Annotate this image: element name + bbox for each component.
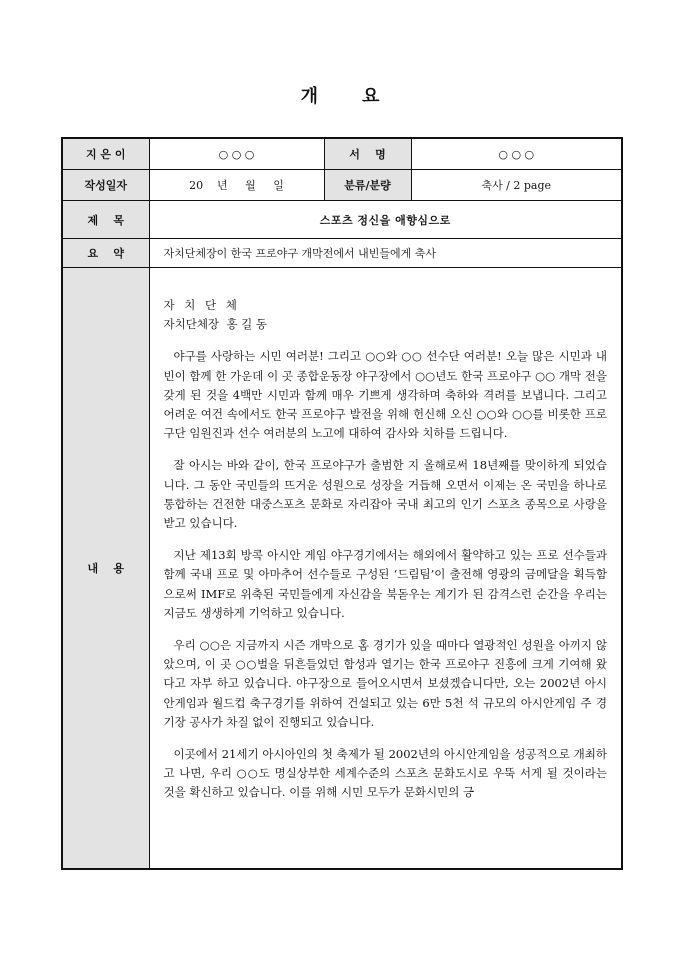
date-row: [62, 170, 622, 201]
summary-label: 요 약: [62, 239, 149, 268]
category-value: 축사 / 2 page: [411, 170, 622, 201]
paragraph-1: 야구를 사랑하는 시민 여러분! 그리고 ○○와 ○○ 선수단 여러분! 오늘 많은 시민과 내빈이 함께 한 가운데 이 곳 종합운동장 야구장에서 ○○년도 한국 프로야구 ○○ 개막 전을 갖게 된 것을 4백만 시민과 함께 매우 기쁘게 생각하며 축하와 격려를 보냅니다. 그리고 어려운 여건 속에서도 한국 프로야구 발전을 위해 헌신해 오신 ○○와 ○○를 비롯한 프로구단 임원진과 선수 여러분의 노고에 대하여 감사와 치하를 드립니다.: [163, 349, 607, 441]
content-label: 내 용: [62, 268, 149, 870]
content-row: [62, 268, 622, 870]
paragraph-5: 이곳에서 21세기 아시아인의 첫 축제가 될 2002년의 아시안게임을 성공적으로 개최하고 나면, 우리 ○○도 명실상부한 세계수준의 스포츠 문화도시로 우뚝 서게 될 것이라는 것을 확신하고 있습니다. 이를 위해 시민 모두가 문화시민의 긍: [163, 747, 607, 800]
title-char-1: 개: [300, 86, 318, 107]
content-body: [149, 268, 622, 870]
date-value: 20 년 월 일: [149, 170, 324, 201]
page-title: [0, 82, 680, 108]
subject-label: 제 목: [62, 201, 149, 239]
title-char-2: 요: [362, 86, 380, 107]
category-label: 분류/분량: [324, 170, 411, 201]
paragraph-2: 잘 아시는 바와 같이, 한국 프로야구가 출범한 지 올해로써 18년째를 맞이하게 되었습니다. 그 동안 국민들의 뜨거운 성원으로 성장을 거듭해 오면서 이제는 온 국민을 하나로 통합하는 건전한 대중스포츠 문화로 자리잡아 국내 최고의 인기 스포츠 종목으로 사랑을 받고 있습니다.: [163, 458, 607, 531]
author-row: [62, 138, 622, 170]
subject-value: 스포츠 정신을 애향심으로: [149, 201, 622, 239]
signature-label: 서 명: [324, 138, 411, 170]
speaker-name: 자치단체장 홍 길 동: [163, 317, 267, 332]
summary-value: 자치단체장이 한국 프로야구 개막전에서 내빈들에게 축사: [149, 239, 622, 268]
date-label: 작성일자: [62, 170, 149, 201]
author-value: ○ ○ ○: [149, 138, 324, 170]
paragraph-3: 지난 제13회 방콕 아시안 게임 야구경기에서는 해외에서 활약하고 있는 프로 선수들과 함께 국내 프로 및 아마추어 선수들로 구성된 ‘드림팀’이 출전해 영광의 금메달을 획득함으로써 IMF로 위축된 국민들에게 자신감을 북돋우는 계기가 된 감격스런 순간을 우리는 지금도 생생하게 기억하고 있습니다.: [163, 548, 607, 620]
org-name: 자 치 단 체: [163, 298, 240, 312]
summary-row: [62, 239, 622, 268]
paragraph-4: 우리 ○○은 지금까지 시즌 개막으로 홈 경기가 있을 때마다 열광적인 성원을 아끼지 않았으며, 이 곳 ○○벌을 뒤흔들었던 함성과 열기는 한국 프로야구 진흥에 크게 기여해 왔다고 자부 하고 있습니다. 야구장으로 들어오시면서 보셨겠습니다만, 오는 2002년 아시안게임과 월드컵 축구경기를 위하여 건설되고 있는 6만 5천 석 규모의 아시안게임 주 경기장 공사가 차질 없이 진행되고 있습니다.: [163, 638, 607, 729]
author-label: 지 은 이: [62, 138, 149, 170]
signature-value: ○ ○ ○: [411, 138, 622, 170]
subject-row: [62, 201, 622, 239]
overview-form-table: [61, 137, 623, 870]
